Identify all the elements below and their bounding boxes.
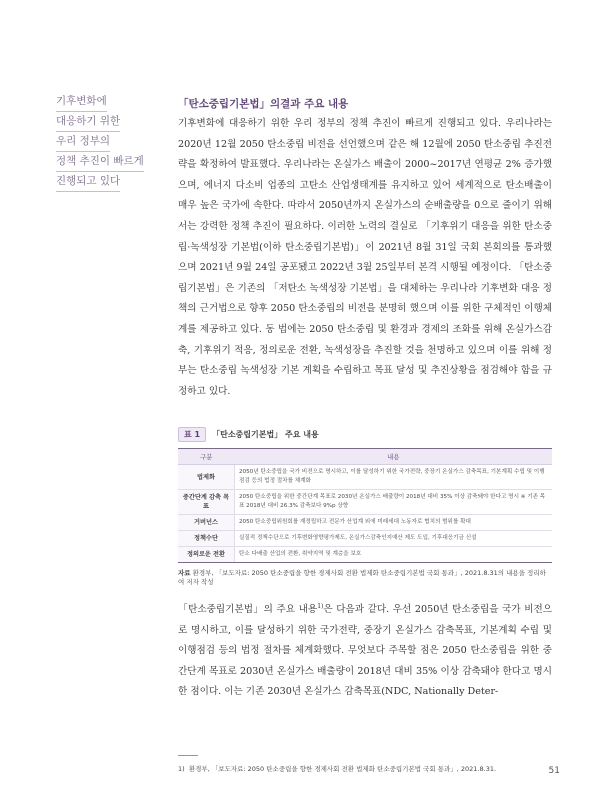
body-paragraph-2: [178, 600, 552, 703]
table-cell-category: 정책수단: [178, 531, 235, 547]
table-cell-category: 법제화: [178, 465, 235, 490]
summary-table: [178, 448, 552, 563]
margin-note-line: 우리 정부의: [56, 132, 110, 152]
margin-note-line: 진행되고 있다: [56, 172, 120, 192]
margin-note-line: 정책 추진이 빠르게: [56, 152, 144, 172]
table-title: 「탄소중립기본법」 주요 내용: [212, 429, 319, 439]
footnote-reference[interactable]: 1): [317, 602, 324, 610]
table-cell-content: 2050년 탄소중립을 국가 비전으로 명시하고, 이를 달성하기 위한 국가전략, 중장기 온실가스 감축목표, 기본계획 수립 및 이행점검 등의 법정 절차를 체계화: [235, 465, 553, 490]
margin-note-line: 대응하기 위한: [56, 112, 120, 132]
footnote: [178, 755, 558, 773]
margin-note: [56, 92, 166, 192]
table-cell-content: 2050 탄소중립을 위한 중간단계 목표로 2030년 온실가스 배출량이 2018년 대비 35% 이상 감축돼야 한다고 명시 ※ 기존 목표 2018년 대비 26.3% 감축보다 9%p 상향: [235, 490, 553, 515]
table-header-content: 내용: [235, 449, 553, 465]
paragraph-text: 은 다음과 같다. 우선 2050년 탄소중립을 국가 비전으로 명시하고, 이를 달성하기 위한 국가전략, 중장기 온실가스 감축목표, 기본계획 수립 및 이행점검 등의 법정 절차를 체계화했다. 무엇보다 주목할 점은 2050 탄소중립을 위한 중간단계 목표로 2030년 온실가스 배출량이 2018년 대비 35% 이상 감축돼야 한다고 명시한 점이다. 이는 기존 2030년 온실가스 감축목표(NDC, Nationally Deter-: [178, 604, 553, 698]
table-row: [178, 547, 552, 563]
section-title: 「탄소중립기본법」의결과 주요 내용: [178, 98, 349, 110]
table-header-row: [178, 449, 552, 465]
source-text: 환경부, 「보도자료: 2050 탄소중립을 향한 경제사회 전환 법제화 탄소중립기본법 국회 통과」, 2021.8.31의 내용을 정리하여 저자 작성: [178, 569, 546, 586]
second-paragraph-block: [178, 600, 552, 703]
table-cell-content: 실질적 정책수단으로 기후변화영향평가제도, 온실가스감축인지예산 제도 도입, 기후대응기금 신설: [235, 531, 553, 547]
footnote-divider: [178, 755, 198, 756]
table-source: [178, 568, 552, 586]
table-row: [178, 531, 552, 547]
body-paragraph: 기후변화에 대응하기 위한 우리 정부의 정책 추진이 빠르게 진행되고 있다. 우리나라는 2020년 12월 2050 탄소중립 비전을 선언했으며 같은 해 12월에 2050 탄소중립 추진전략을 확정하여 발표했다. 우리나라는 온실가스 배출이 2000~2017년 연평균 2% 증가했으며, 에너지 다소비 업종의 고탄소 산업생태계를 유지하고 있어 세계적으로 탄소배출이 매우 높은 국가에 속한다. 따라서 2050년까지 온실가스의 순배출량을 0으로 줄이기 위해서는 강력한 정책 추진이 필요하다. 이러한 노력의 결실로 「기후위기 대응을 위한 탄소중립·녹색성장 기본법(이하 탄소중립기본법)」이 2021년 8월 31일 국회 본회의를 통과했으며 2021년 9월 24일 공포됐고 2022년 3월 25일부터 본격 시행될 예정이다. 「탄소중립기본법」은 기존의 「저탄소 녹색성장 기본법」을 대체하는 우리나라 기후변화 대응 정책의 근거법으로 향후 2050 탄소중립의 비전을 분명히 했으며 이를 위한 구체적인 이행체계를 제공하고 있다. 동 법에는 2050 탄소중립 및 환경과 경제의 조화를 위해 온실가스감축, 기후위기 적응, 정의로운 전환, 녹색성장을 추진할 것을 천명하고 있으며 이를 위해 정부는 탄소중립 녹색성장 기본 계획을 수립하고 목표 달성 및 추진상황을 점검해야 함을 규정하고 있다.: [178, 118, 552, 397]
footnote-text: 환경부, 「보도자료: 2050 탄소중립을 향한 경제사회 전환 법제화 탄소중립기본법 국회 통과」, 2021.8.31.: [188, 765, 497, 773]
source-label: 자료: [178, 569, 191, 577]
table-row: [178, 490, 552, 515]
margin-note-line: 기후변화에: [56, 92, 107, 112]
page-number: 51: [548, 766, 560, 776]
table-row: [178, 515, 552, 531]
main-section: [178, 96, 552, 402]
table-cell-content: 탄소 다배출 산업의 전환, 취약지역 및 계층을 보호: [235, 547, 553, 563]
table-cell-category: 중간단계 감축 목표: [178, 490, 235, 515]
table-cell-category: 정의로운 전환: [178, 547, 235, 563]
table-cell-content: 2050 탄소중립위원회를 재정립하고 전문가 산업계 외에 미래세대 노동자로 협치의 범위를 확대: [235, 515, 553, 531]
footnote-mark: 1): [178, 765, 185, 773]
table-row: [178, 465, 552, 490]
table-cell-category: 거버넌스: [178, 515, 235, 531]
paragraph-lead: 「탄소중립기본법」의 주요 내용: [178, 604, 318, 615]
table-caption: [178, 426, 552, 442]
table-number: 표 1: [178, 427, 206, 442]
table-header-category: 구분: [178, 449, 235, 465]
summary-table-box: [178, 426, 552, 563]
